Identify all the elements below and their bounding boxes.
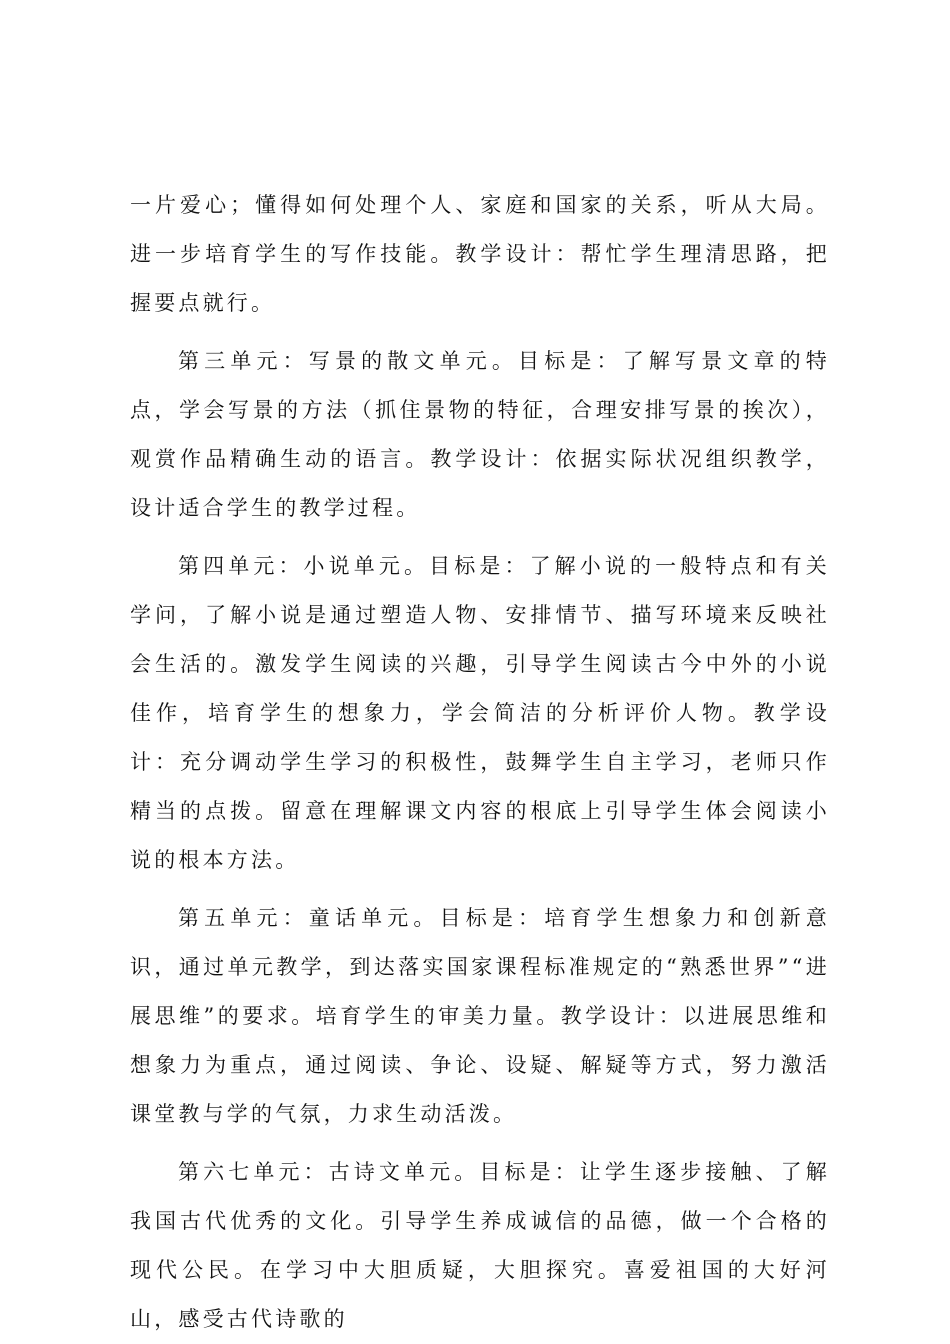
paragraph-unit-six-seven: 第六七单元：古诗文单元。目标是：让学生逐步接触、了解我国古代优秀的文化。引导学生养成诚信的品德，做一个合格的现代公民。在学习中大胆质疑，大胆探究。喜爱祖国的大好河山，感受古代诗歌的 <box>130 1160 830 1331</box>
paragraph-continuation: 一片爱心；懂得如何处理个人、家庭和国家的关系，听从大局。进一步培育学生的写作技能。教学设计：帮忙学生理清思路，把握要点就行。 <box>130 193 830 315</box>
document-body <box>130 181 830 1344</box>
paragraph-unit-three: 第三单元：写景的散文单元。目标是：了解写景文章的特点，学会写景的方法（抓住景物的特征，合理安排写景的挨次），观赏作品精确生动的语言。教学设计：依据实际状况组织教学，设计适合学生的教学过程。 <box>130 349 830 520</box>
paragraph-unit-four: 第四单元：小说单元。目标是：了解小说的一般特点和有关学问，了解小说是通过塑造人物、安排情节、描写环境来反映社会生活的。激发学生阅读的兴趣，引导学生阅读古今中外的小说佳作，培育学生的想象力，学会简洁的分析评价人物。教学设计：充分调动学生学习的积极性，鼓舞学生自主学习，老师只作精当的点拨。留意在理解课文内容的根底上引导学生体会阅读小说的根本方法。 <box>130 554 830 872</box>
paragraph-unit-five: 第五单元：童话单元。目标是：培育学生想象力和创新意识，通过单元教学，到达落实国家课程标准规定的“熟悉世界”“进展思维”的要求。培育学生的审美力量。教学设计：以进展思维和想象力为重点，通过阅读、争论、设疑、解疑等方式，努力激活课堂教与学的气氛，力求生动活泼。 <box>130 906 830 1126</box>
